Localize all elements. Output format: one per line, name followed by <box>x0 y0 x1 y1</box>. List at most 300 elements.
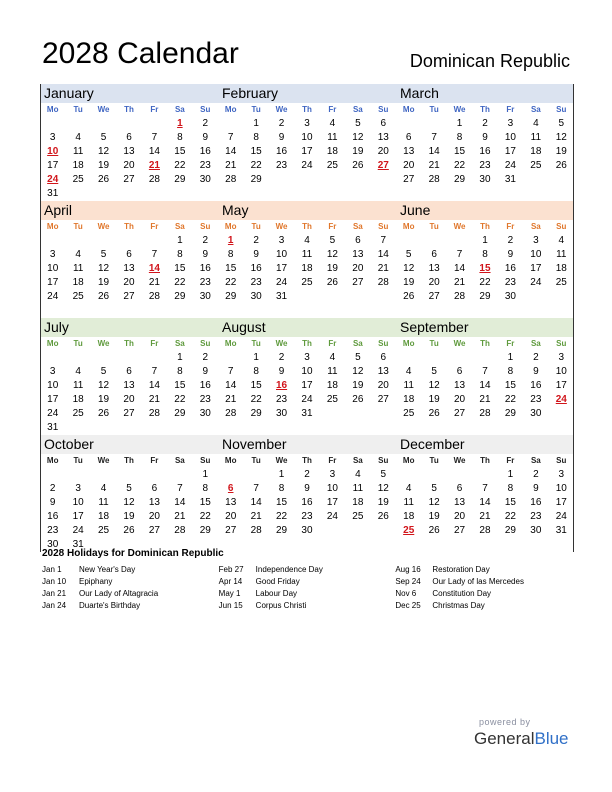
weekday-label: Fr <box>328 105 337 114</box>
empty-cell <box>116 117 141 131</box>
empty-cell <box>269 421 294 435</box>
month-june <box>396 201 574 318</box>
weekday-label: Tu <box>73 222 83 231</box>
holiday-item <box>219 564 396 576</box>
divider <box>573 201 574 318</box>
empty-cell <box>421 234 446 248</box>
day-cell: 17 <box>47 277 59 288</box>
day-cell: 18 <box>72 394 84 405</box>
day-cell: 16 <box>276 146 288 157</box>
day-cell: 21 <box>174 511 186 522</box>
weekday-label: Mo <box>46 456 59 465</box>
day-cell: 27 <box>225 525 237 536</box>
weekday-label: Sa <box>174 456 185 465</box>
day-cell: 1 <box>177 118 183 129</box>
holiday-item <box>219 576 396 588</box>
day-cell: 6 <box>456 366 463 377</box>
day-cell: 24 <box>555 394 567 405</box>
day-grid <box>396 220 574 318</box>
day-cell: 5 <box>431 483 437 494</box>
empty-cell <box>345 407 370 421</box>
weekday-label: Th <box>302 456 312 465</box>
day-cell: 13 <box>428 263 440 274</box>
day-cell: 17 <box>72 511 84 522</box>
empty-cell <box>294 290 319 304</box>
day-cell: 16 <box>250 263 262 274</box>
day-cell: 15 <box>174 380 186 391</box>
empty-cell <box>320 187 345 201</box>
holiday-name: Epiphany <box>79 577 113 586</box>
weekday-label: Tu <box>251 456 261 465</box>
day-cell: 30 <box>301 525 313 536</box>
day-cell: 18 <box>98 511 110 522</box>
day-cell: 27 <box>428 291 440 302</box>
day-cell: 16 <box>530 497 542 508</box>
day-cell: 23 <box>530 511 542 522</box>
month-name: July <box>40 318 218 337</box>
day-cell: 30 <box>199 291 211 302</box>
weekday-label: Mo <box>46 105 59 114</box>
day-cell: 19 <box>326 263 338 274</box>
day-cell: 23 <box>276 394 288 405</box>
day-cell: 24 <box>530 277 542 288</box>
empty-cell <box>421 304 446 318</box>
weekday-label: Tu <box>73 105 83 114</box>
empty-cell <box>91 468 116 482</box>
day-cell: 12 <box>123 497 135 508</box>
day-cell: 17 <box>301 146 313 157</box>
quarter-row <box>40 318 574 435</box>
month-name: May <box>218 201 396 220</box>
day-cell: 12 <box>98 146 110 157</box>
holiday-item <box>395 564 572 576</box>
empty-cell <box>142 187 167 201</box>
day-cell: 2 <box>304 469 310 480</box>
day-cell: 1 <box>253 118 259 129</box>
day-cell: 8 <box>456 132 463 143</box>
empty-cell <box>40 351 65 365</box>
day-cell: 11 <box>327 132 338 143</box>
day-cell: 19 <box>123 511 135 522</box>
day-cell: 19 <box>403 277 415 288</box>
day-cell: 8 <box>202 483 209 494</box>
day-cell: 6 <box>227 483 234 494</box>
day-cell: 1 <box>177 235 183 246</box>
day-cell: 16 <box>479 146 491 157</box>
empty-cell <box>447 538 472 552</box>
day-cell: 16 <box>504 263 516 274</box>
empty-cell <box>371 538 396 552</box>
empty-cell <box>218 351 243 365</box>
empty-cell <box>472 421 497 435</box>
country-name: Dominican Republic <box>409 51 570 71</box>
day-cell: 8 <box>278 483 285 494</box>
day-cell: 11 <box>403 380 414 391</box>
day-cell: 1 <box>253 352 259 363</box>
empty-cell <box>65 187 90 201</box>
weekday-label: We <box>275 339 288 348</box>
day-cell: 30 <box>199 174 211 185</box>
day-cell: 27 <box>403 174 415 185</box>
page-title: 2028 Calendar <box>42 37 239 70</box>
day-cell: 20 <box>377 380 389 391</box>
day-cell: 4 <box>558 235 565 246</box>
day-cell: 17 <box>555 497 567 508</box>
day-cell: 2 <box>202 118 209 129</box>
day-cell: 3 <box>49 366 56 377</box>
empty-cell <box>243 421 268 435</box>
day-cell: 22 <box>276 511 288 522</box>
empty-cell <box>142 351 167 365</box>
empty-cell <box>396 538 421 552</box>
weekday-label: Su <box>556 456 567 465</box>
day-cell: 29 <box>250 174 262 185</box>
day-cell: 18 <box>403 511 415 522</box>
day-cell: 12 <box>428 380 440 391</box>
empty-cell <box>523 421 548 435</box>
day-cell: 25 <box>98 525 110 536</box>
empty-cell <box>243 468 268 482</box>
day-cell: 23 <box>301 511 313 522</box>
weekday-label: We <box>453 339 466 348</box>
empty-cell <box>269 304 294 318</box>
day-cell: 20 <box>454 394 466 405</box>
day-cell: 18 <box>72 160 84 171</box>
day-cell: 3 <box>49 132 56 143</box>
day-cell: 21 <box>250 511 262 522</box>
holiday-name: Christmas Day <box>432 601 485 610</box>
day-cell: 1 <box>482 235 488 246</box>
weekday-label: Fr <box>150 105 159 114</box>
day-cell: 17 <box>301 380 313 391</box>
empty-cell <box>65 421 90 435</box>
day-cell: 14 <box>148 146 160 157</box>
brand-part2: Blue <box>534 729 569 748</box>
day-cell: 7 <box>253 483 259 494</box>
day-cell: 6 <box>456 483 463 494</box>
day-grid <box>40 454 218 552</box>
day-cell: 13 <box>123 263 135 274</box>
day-cell: 20 <box>403 160 415 171</box>
day-cell: 30 <box>276 408 288 419</box>
weekday-label: Sa <box>174 339 185 348</box>
empty-cell <box>116 421 141 435</box>
day-cell: 9 <box>202 366 209 377</box>
day-cell: 15 <box>276 497 288 508</box>
day-cell: 26 <box>98 408 110 419</box>
day-cell: 26 <box>352 160 364 171</box>
day-cell: 31 <box>47 188 59 199</box>
day-cell: 23 <box>530 394 542 405</box>
day-cell: 5 <box>329 235 336 246</box>
holiday-item <box>395 576 572 588</box>
day-cell: 27 <box>123 291 135 302</box>
day-cell: 29 <box>504 525 516 536</box>
day-cell: 4 <box>329 118 336 129</box>
divider <box>40 435 41 552</box>
empty-cell <box>447 187 472 201</box>
calendar-grid <box>40 84 574 552</box>
day-grid <box>218 337 396 435</box>
day-cell: 10 <box>326 483 338 494</box>
empty-cell <box>294 187 319 201</box>
day-cell: 28 <box>225 408 237 419</box>
empty-cell <box>167 468 192 482</box>
empty-cell <box>421 538 446 552</box>
day-cell: 12 <box>403 263 415 274</box>
day-cell: 27 <box>148 525 160 536</box>
weekday-label: Th <box>124 339 134 348</box>
day-cell: 23 <box>276 160 288 171</box>
day-cell: 13 <box>377 132 389 143</box>
day-cell: 17 <box>326 497 338 508</box>
day-cell: 22 <box>199 511 211 522</box>
month-august <box>218 318 396 435</box>
day-cell: 4 <box>75 366 81 377</box>
holiday-column <box>219 564 396 612</box>
weekday-label: Sa <box>530 222 541 231</box>
month-april <box>40 201 218 318</box>
day-cell: 29 <box>174 174 186 185</box>
weekday-label: Mo <box>402 105 415 114</box>
day-cell: 5 <box>100 366 107 377</box>
day-cell: 13 <box>454 497 466 508</box>
empty-cell <box>91 421 116 435</box>
day-cell: 10 <box>72 497 84 508</box>
empty-cell <box>243 304 268 318</box>
empty-cell <box>472 468 497 482</box>
day-cell: 4 <box>75 132 81 143</box>
empty-cell <box>142 117 167 131</box>
empty-cell <box>421 187 446 201</box>
day-cell: 2 <box>278 118 285 129</box>
weekday-label: Tu <box>429 456 439 465</box>
day-cell: 14 <box>428 146 440 157</box>
day-cell: 22 <box>250 394 262 405</box>
empty-cell <box>91 304 116 318</box>
weekday-label: Fr <box>328 456 337 465</box>
empty-cell <box>523 173 548 187</box>
day-cell: 26 <box>555 160 567 171</box>
empty-cell <box>472 187 497 201</box>
holiday-name: Restoration Day <box>432 565 490 574</box>
day-cell: 10 <box>301 132 313 143</box>
holiday-date: Jan 1 <box>42 565 62 574</box>
day-cell: 24 <box>47 291 59 302</box>
day-cell: 3 <box>329 469 336 480</box>
empty-cell <box>294 304 319 318</box>
day-cell: 5 <box>100 249 107 260</box>
empty-cell <box>523 187 548 201</box>
weekday-label: Tu <box>429 339 439 348</box>
day-cell: 14 <box>250 497 262 508</box>
day-cell: 21 <box>377 263 389 274</box>
day-cell: 31 <box>555 525 567 536</box>
day-cell: 10 <box>47 380 59 391</box>
empty-cell <box>396 468 421 482</box>
day-cell: 17 <box>504 146 516 157</box>
day-cell: 29 <box>479 291 491 302</box>
day-cell: 11 <box>352 483 364 494</box>
empty-cell <box>40 234 65 248</box>
day-cell: 22 <box>174 160 186 171</box>
weekday-label: Mo <box>224 222 237 231</box>
day-cell: 14 <box>148 380 160 391</box>
day-cell: 11 <box>98 497 109 508</box>
empty-cell <box>447 351 472 365</box>
day-cell: 13 <box>148 497 160 508</box>
holiday-date: Aug 16 <box>395 565 421 574</box>
day-cell: 20 <box>352 263 364 274</box>
day-cell: 20 <box>225 511 237 522</box>
day-cell: 25 <box>530 160 542 171</box>
empty-cell <box>371 407 396 421</box>
weekday-label: Mo <box>46 222 59 231</box>
holiday-name: Our Lady of Altagracia <box>79 589 159 598</box>
empty-cell <box>167 187 192 201</box>
empty-cell <box>396 117 421 131</box>
day-cell: 30 <box>47 539 59 550</box>
day-cell: 14 <box>174 497 186 508</box>
empty-cell <box>421 468 446 482</box>
day-cell: 11 <box>72 263 84 274</box>
day-cell: 17 <box>276 263 288 274</box>
day-cell: 22 <box>504 511 516 522</box>
weekday-label: Th <box>302 339 312 348</box>
holiday-item <box>395 588 572 600</box>
weekday-label: Mo <box>402 339 415 348</box>
day-cell: 28 <box>148 174 160 185</box>
day-cell: 21 <box>428 160 440 171</box>
day-cell: 6 <box>126 132 132 143</box>
weekday-label: Th <box>124 105 134 114</box>
empty-cell <box>371 304 396 318</box>
day-cell: 29 <box>225 291 237 302</box>
empty-cell <box>345 187 370 201</box>
empty-cell <box>193 187 218 201</box>
empty-cell <box>320 524 345 538</box>
day-cell: 4 <box>100 483 107 494</box>
day-cell: 5 <box>431 366 437 377</box>
month-name: September <box>396 318 574 337</box>
day-cell: 16 <box>530 380 542 391</box>
day-cell: 1 <box>278 469 285 480</box>
empty-cell <box>549 187 574 201</box>
day-cell: 3 <box>75 483 81 494</box>
empty-cell <box>498 421 523 435</box>
empty-cell <box>193 304 218 318</box>
day-cell: 3 <box>304 352 310 363</box>
holiday-name: Corpus Christi <box>255 601 307 610</box>
day-cell: 17 <box>47 394 59 405</box>
day-cell: 23 <box>199 160 211 171</box>
day-cell: 19 <box>428 511 440 522</box>
day-cell: 9 <box>304 483 310 494</box>
empty-cell <box>65 304 90 318</box>
divider <box>573 435 574 552</box>
empty-cell <box>498 304 523 318</box>
day-cell: 26 <box>326 277 338 288</box>
day-cell: 22 <box>225 277 237 288</box>
day-cell: 11 <box>327 366 338 377</box>
day-cell: 16 <box>276 380 288 391</box>
day-cell: 30 <box>504 291 516 302</box>
weekday-label: Tu <box>251 222 261 231</box>
day-cell: 18 <box>530 146 542 157</box>
day-cell: 4 <box>304 235 310 246</box>
month-name: April <box>40 201 218 220</box>
day-cell: 9 <box>49 497 56 508</box>
day-cell: 18 <box>301 263 313 274</box>
day-cell: 31 <box>504 174 516 185</box>
day-cell: 9 <box>278 132 285 143</box>
day-cell: 21 <box>454 277 466 288</box>
weekday-label: Sa <box>352 339 363 348</box>
day-cell: 24 <box>504 160 516 171</box>
day-cell: 28 <box>225 174 237 185</box>
holiday-name: Our Lady of las Mercedes <box>432 577 524 586</box>
day-cell: 2 <box>49 483 56 494</box>
empty-cell <box>116 304 141 318</box>
brand-logo[interactable] <box>474 729 569 749</box>
day-cell: 31 <box>301 408 313 419</box>
day-cell: 24 <box>326 511 338 522</box>
day-cell: 5 <box>380 469 387 480</box>
weekday-label: Sa <box>174 222 185 231</box>
weekday-label: Tu <box>73 339 83 348</box>
empty-cell <box>320 304 345 318</box>
holiday-date: Jan 24 <box>42 601 67 610</box>
empty-cell <box>396 421 421 435</box>
empty-cell <box>447 304 472 318</box>
weekday-label: Mo <box>46 339 59 348</box>
day-cell: 26 <box>403 291 415 302</box>
empty-cell <box>218 421 243 435</box>
weekday-label: Th <box>480 456 490 465</box>
day-cell: 2 <box>533 352 539 363</box>
weekday-label: Su <box>200 339 211 348</box>
day-cell: 9 <box>533 483 539 494</box>
empty-cell <box>421 117 446 131</box>
day-cell: 25 <box>72 174 84 185</box>
day-cell: 2 <box>202 235 209 246</box>
day-cell: 10 <box>47 263 59 274</box>
holiday-name: Good Friday <box>255 577 300 586</box>
day-cell: 3 <box>558 352 565 363</box>
quarter-row <box>40 84 574 201</box>
day-cell: 28 <box>479 408 491 419</box>
day-cell: 20 <box>123 394 135 405</box>
empty-cell <box>218 117 243 131</box>
holiday-date: May 1 <box>218 589 241 598</box>
day-cell: 9 <box>253 249 259 260</box>
day-cell: 23 <box>479 160 491 171</box>
day-cell: 6 <box>151 483 158 494</box>
day-cell: 19 <box>377 497 389 508</box>
day-cell: 7 <box>151 249 158 260</box>
day-cell: 23 <box>250 277 262 288</box>
empty-cell <box>447 421 472 435</box>
day-cell: 3 <box>507 118 514 129</box>
day-cell: 31 <box>72 539 84 550</box>
day-cell: 27 <box>454 408 466 419</box>
day-cell: 5 <box>126 483 132 494</box>
empty-cell <box>218 468 243 482</box>
divider <box>40 201 41 318</box>
day-cell: 22 <box>250 160 262 171</box>
holiday-item <box>42 600 219 612</box>
empty-cell <box>371 290 396 304</box>
